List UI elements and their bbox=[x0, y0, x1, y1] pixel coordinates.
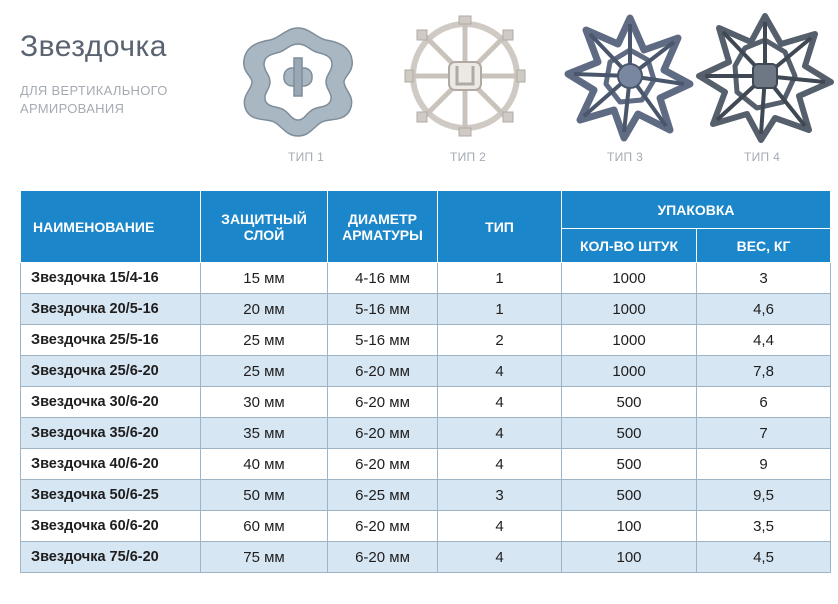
cell-weight: 9,5 bbox=[697, 480, 831, 511]
page-title: Звездочка bbox=[20, 30, 167, 63]
cell-diameter: 6-20 мм bbox=[328, 356, 438, 387]
cell-weight: 9 bbox=[697, 449, 831, 480]
cell-name: Звездочка 30/6-20 bbox=[21, 387, 201, 418]
cell-type: 2 bbox=[438, 325, 562, 356]
cell-diameter: 4-16 мм bbox=[328, 263, 438, 294]
cell-diameter: 5-16 мм bbox=[328, 325, 438, 356]
table-row bbox=[21, 418, 831, 449]
header-layer-line-2: СЛОЙ bbox=[243, 226, 285, 243]
header-type: ТИП bbox=[438, 191, 562, 263]
cell-type: 1 bbox=[438, 263, 562, 294]
cell-quantity: 500 bbox=[562, 387, 697, 418]
cell-diameter: 5-16 мм bbox=[328, 294, 438, 325]
product-type-3-image bbox=[560, 10, 700, 145]
cell-type: 3 bbox=[438, 480, 562, 511]
cell-weight: 3,5 bbox=[697, 511, 831, 542]
cell-type: 4 bbox=[438, 511, 562, 542]
header-weight: ВЕС, КГ bbox=[697, 229, 831, 263]
cell-weight: 3 bbox=[697, 263, 831, 294]
cell-type: 4 bbox=[438, 356, 562, 387]
cell-diameter: 6-20 мм bbox=[328, 449, 438, 480]
table-row bbox=[21, 356, 831, 387]
cell-weight: 7,8 bbox=[697, 356, 831, 387]
spacer-specs-table bbox=[20, 190, 831, 573]
cell-name: Звездочка 25/6-20 bbox=[21, 356, 201, 387]
table-row bbox=[21, 449, 831, 480]
header-diameter bbox=[328, 191, 438, 263]
cell-layer: 60 мм bbox=[201, 511, 328, 542]
table-row bbox=[21, 511, 831, 542]
cell-type: 4 bbox=[438, 418, 562, 449]
cell-weight: 4,4 bbox=[697, 325, 831, 356]
cell-diameter: 6-20 мм bbox=[328, 511, 438, 542]
cell-type: 1 bbox=[438, 294, 562, 325]
spacer-type-2-shape bbox=[405, 16, 525, 136]
header-layer-line-1: ЗАЩИТНЫЙ bbox=[221, 210, 307, 227]
cell-layer: 35 мм bbox=[201, 418, 328, 449]
subtitle-line-2: АРМИРОВАНИЯ bbox=[20, 101, 125, 116]
product-type-3-caption: ТИП 3 bbox=[606, 150, 644, 164]
cell-weight: 7 bbox=[697, 418, 831, 449]
cell-name: Звездочка 50/6-25 bbox=[21, 480, 201, 511]
cell-name: Звездочка 75/6-20 bbox=[21, 542, 201, 573]
cell-name: Звездочка 25/5-16 bbox=[21, 325, 201, 356]
product-type-2-image bbox=[395, 10, 535, 145]
spacer-type-1-shape bbox=[244, 28, 353, 136]
product-type-1-caption: ТИП 1 bbox=[287, 150, 325, 164]
cell-name: Звездочка 15/4-16 bbox=[21, 263, 201, 294]
cell-layer: 20 мм bbox=[201, 294, 328, 325]
cell-quantity: 1000 bbox=[562, 356, 697, 387]
product-type-1-image bbox=[228, 10, 368, 145]
cell-quantity: 1000 bbox=[562, 294, 697, 325]
header-name: НАИМЕНОВАНИЕ bbox=[21, 191, 201, 263]
header-diameter-line-1: ДИАМЕТР bbox=[347, 210, 418, 227]
cell-type: 4 bbox=[438, 542, 562, 573]
cell-layer: 75 мм bbox=[201, 542, 328, 573]
header-quantity: КОЛ-ВО ШТУК bbox=[562, 229, 697, 263]
cell-weight: 4,6 bbox=[697, 294, 831, 325]
cell-diameter: 6-20 мм bbox=[328, 387, 438, 418]
cell-diameter: 6-25 мм bbox=[328, 480, 438, 511]
page-subtitle bbox=[20, 82, 168, 118]
cell-layer: 25 мм bbox=[201, 356, 328, 387]
cell-type: 4 bbox=[438, 387, 562, 418]
cell-quantity: 100 bbox=[562, 542, 697, 573]
table-row bbox=[21, 294, 831, 325]
cell-quantity: 1000 bbox=[562, 325, 697, 356]
cell-quantity: 500 bbox=[562, 480, 697, 511]
cell-layer: 15 мм bbox=[201, 263, 328, 294]
cell-name: Звездочка 35/6-20 bbox=[21, 418, 201, 449]
cell-weight: 6 bbox=[697, 387, 831, 418]
table-row bbox=[21, 542, 831, 573]
header-protective-layer bbox=[201, 191, 328, 263]
header-packaging: УПАКОВКА bbox=[562, 191, 831, 229]
table-row bbox=[21, 263, 831, 294]
cell-quantity: 500 bbox=[562, 418, 697, 449]
product-type-4-image bbox=[695, 10, 835, 145]
cell-quantity: 100 bbox=[562, 511, 697, 542]
cell-type: 4 bbox=[438, 449, 562, 480]
cell-diameter: 6-20 мм bbox=[328, 542, 438, 573]
cell-name: Звездочка 60/6-20 bbox=[21, 511, 201, 542]
cell-name: Звездочка 40/6-20 bbox=[21, 449, 201, 480]
cell-diameter: 6-20 мм bbox=[328, 418, 438, 449]
table-row bbox=[21, 480, 831, 511]
product-type-4-caption: ТИП 4 bbox=[743, 150, 781, 164]
cell-quantity: 1000 bbox=[562, 263, 697, 294]
cell-layer: 30 мм bbox=[201, 387, 328, 418]
header-diameter-line-2: АРМАТУРЫ bbox=[342, 226, 423, 243]
cell-weight: 4,5 bbox=[697, 542, 831, 573]
cell-layer: 50 мм bbox=[201, 480, 328, 511]
table-row bbox=[21, 387, 831, 418]
product-type-2-caption: ТИП 2 bbox=[449, 150, 487, 164]
subtitle-line-1: ДЛЯ ВЕРТИКАЛЬНОГО bbox=[20, 83, 168, 98]
cell-layer: 25 мм bbox=[201, 325, 328, 356]
cell-layer: 40 мм bbox=[201, 449, 328, 480]
cell-name: Звездочка 20/5-16 bbox=[21, 294, 201, 325]
table-row bbox=[21, 325, 831, 356]
cell-quantity: 500 bbox=[562, 449, 697, 480]
